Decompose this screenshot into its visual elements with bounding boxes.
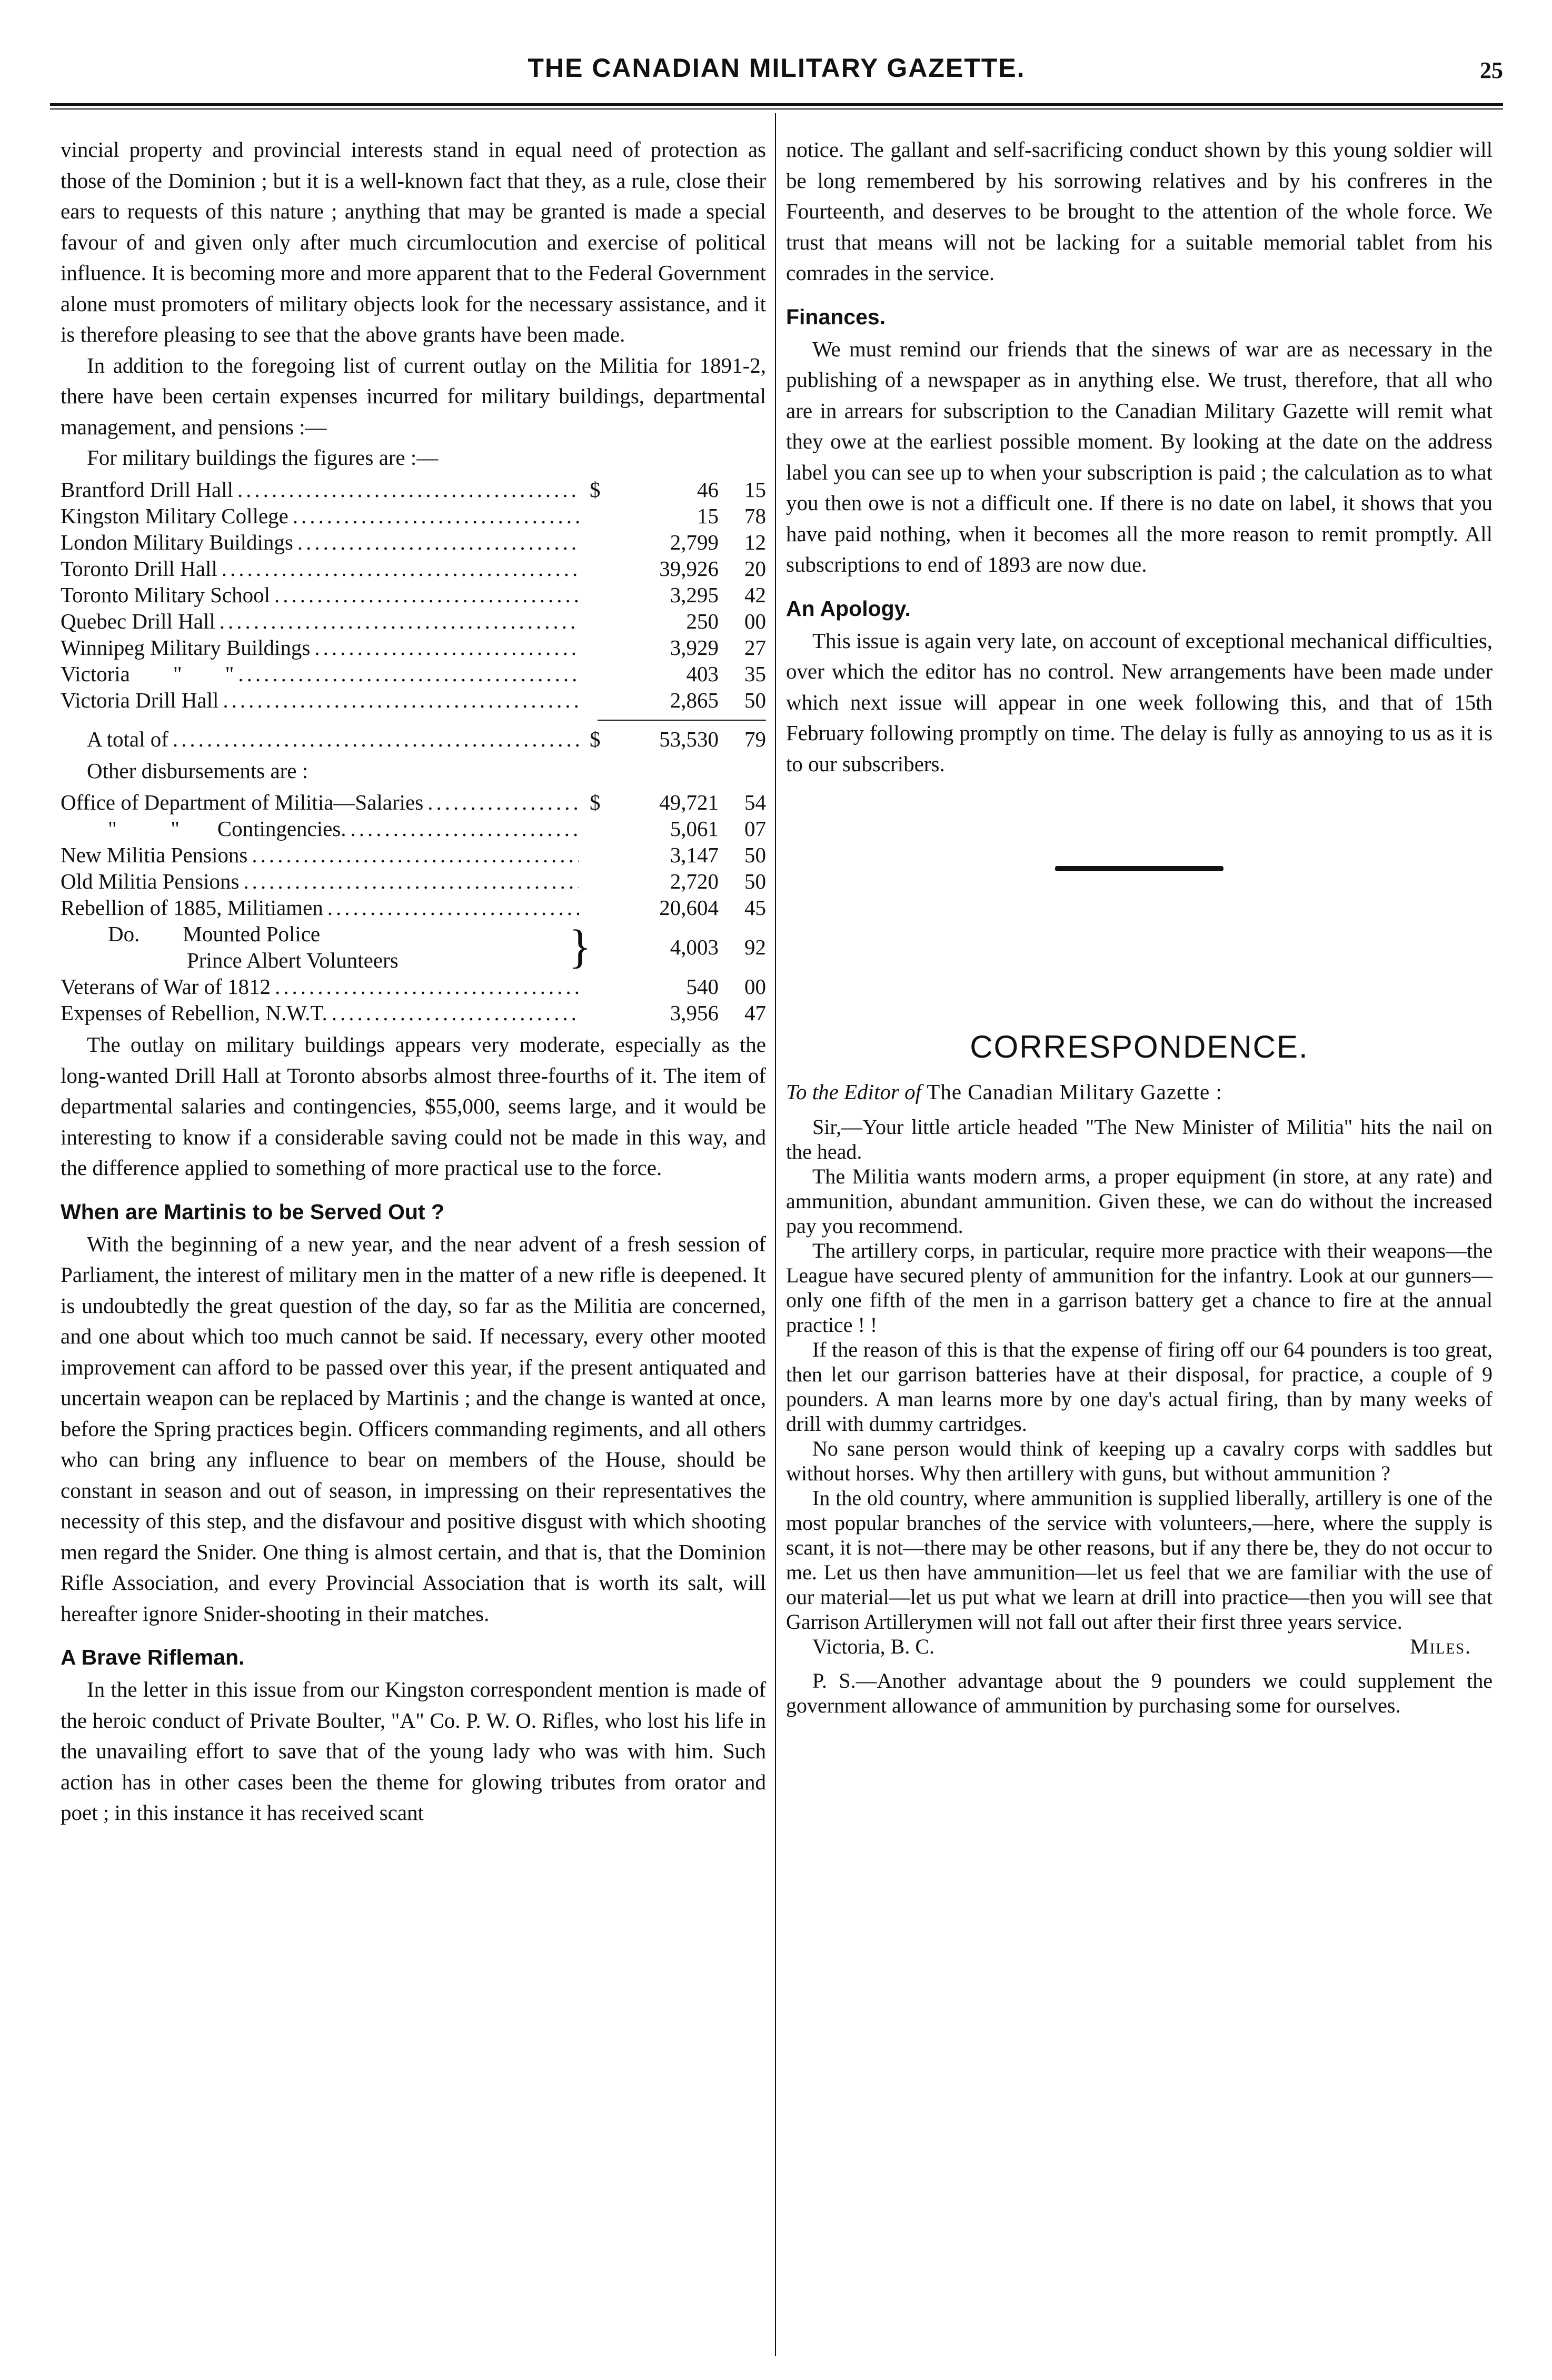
buildings-table bbox=[61, 476, 766, 752]
row-label: " " Contingencies. ..... bbox=[61, 815, 579, 842]
header-rule bbox=[50, 103, 1503, 106]
divider-wrap bbox=[786, 779, 1493, 958]
table-row bbox=[61, 868, 766, 894]
total-dollar: $ bbox=[590, 726, 601, 751]
page-header bbox=[50, 53, 1503, 95]
editor-paper: The Canadian Military Gazette : bbox=[927, 1079, 1222, 1104]
heading-apology: An Apology. bbox=[786, 596, 911, 621]
table-row bbox=[61, 973, 766, 1000]
row-label: Quebec Drill Hall ..... bbox=[61, 608, 579, 634]
page-number: 25 bbox=[1480, 57, 1503, 83]
row-amount: 20,604 bbox=[659, 895, 719, 920]
row-amount: 3,295 bbox=[670, 582, 719, 607]
table-row bbox=[61, 529, 766, 555]
column-divider bbox=[775, 113, 776, 2356]
row-label: Kingston Military College ..... bbox=[61, 503, 579, 529]
newspaper-title: THE CANADIAN MILITARY GAZETTE. bbox=[528, 53, 1026, 83]
row-amount: 2,799 bbox=[670, 530, 719, 554]
paragraph-notice: notice. The gallant and self-sacrificing conduct shown by this young soldier will be long remembered by his sorrowing relatives and by his confreres in the Fourteenth, and deserves to be brought to the attention of the whole force. We trust that means will not be lacking for a suitable memorial tablet from his comrades in the service. bbox=[786, 137, 1493, 285]
table-row bbox=[61, 815, 766, 842]
table-row bbox=[61, 894, 766, 921]
header-rule-thin bbox=[50, 108, 1503, 109]
row-cents: 92 bbox=[744, 934, 766, 959]
total-cents: 79 bbox=[744, 726, 766, 751]
row-cents: 27 bbox=[744, 635, 766, 660]
table-row bbox=[61, 476, 766, 503]
letter-paragraph: If the reason of this is that the expense of firing off our 64 pounders is too great, then let our garrison batteries have at their disposal, for practice, a couple of 9 pounders. A man learns more by one day's actual firing, than by many weeks of drill with dummy cartridges. bbox=[786, 1338, 1493, 1436]
paragraph-brave-rifleman: In the letter in this issue from our Kingston correspondent mention is made of the heroic conduct of Private Boulter, "A" Co. P. W. O. Rifles, who lost his life in the unavailing effort to save that of the young lady who was with him. Such action has in other cases been the theme for glowing tributes from orator and poet ; in this instance it has received scant bbox=[61, 1677, 766, 1825]
postscript: P. S.—Another advantage about the 9 pounders we could supplement the government allowance of ammunition by purchasing some for ourselves. bbox=[786, 1669, 1493, 1717]
row-amount: 49,721 bbox=[659, 790, 719, 814]
signature-place: Victoria, B. C. bbox=[812, 1635, 935, 1658]
correspondence-title: CORRESPONDENCE. bbox=[970, 1029, 1309, 1064]
row-label: Old Militia Pensions ..... bbox=[61, 868, 579, 894]
total-row bbox=[61, 726, 766, 752]
row-cents: 12 bbox=[744, 530, 766, 554]
table-row bbox=[61, 1000, 766, 1026]
row-cents: 78 bbox=[744, 503, 766, 528]
editor-salutation bbox=[786, 1077, 1493, 1108]
row-amount: 3,929 bbox=[670, 635, 719, 660]
letter-paragraph: No sane person would think of keeping up a cavalry corps with saddles but without horses. Why then artillery with guns, but without ammunition ? bbox=[786, 1437, 1493, 1485]
row-label: New Militia Pensions ..... bbox=[61, 842, 579, 868]
row-cents: 15 bbox=[744, 477, 766, 502]
do-line-1: Do. Mounted Police bbox=[108, 922, 321, 946]
do-line-2: Prince Albert Volunteers bbox=[187, 948, 399, 972]
letter-body bbox=[786, 1114, 1493, 1718]
table-row-do bbox=[61, 921, 766, 973]
table-row bbox=[61, 582, 766, 608]
heading-brave-rifleman: A Brave Rifleman. bbox=[61, 1645, 245, 1669]
row-label: London Military Buildings ..... bbox=[61, 529, 579, 555]
row-label: Victoria Drill Hall ..... bbox=[61, 687, 579, 713]
row-cents: 50 bbox=[744, 688, 766, 712]
signature-name: Miles. bbox=[1410, 1635, 1471, 1658]
table-row bbox=[61, 555, 766, 582]
row-cents: 00 bbox=[744, 974, 766, 999]
paragraph-outlay-comment: The outlay on military buildings appears very moderate, especially as the long-wanted Drill Hall at Toronto absorbs almost three-fourths of it. The item of departmental salaries and contingencies, $55,000, seems large, and it would be interesting to know if a considerable saving could not be made in this way, and the difference applied to something of more practical use to the force. bbox=[61, 1032, 766, 1180]
row-amount: 540 bbox=[686, 974, 719, 999]
paragraph-outlay: In addition to the foregoing list of current outlay on the Militia for 1891-2, there have been certain expenses incurred for military buildings, departmental management, and pensions :— bbox=[61, 353, 766, 439]
row-amount: 3,147 bbox=[670, 843, 719, 867]
table-row bbox=[61, 503, 766, 529]
row-cents: 20 bbox=[744, 556, 766, 581]
row-cents: 54 bbox=[744, 790, 766, 814]
row-cents: 47 bbox=[744, 1001, 766, 1025]
table-row bbox=[61, 789, 766, 815]
row-cents: 45 bbox=[744, 895, 766, 920]
row-cents: 50 bbox=[744, 843, 766, 867]
paragraph-finances: We must remind our friends that the sinews of war are as necessary in the publishing of a newspaper as in anything else. We trust, therefore, that all who are in arrears for subscription to the Canadian Military Gazette will remit what they owe at the earliest possible moment. By looking at the date on the address label you can see up to when your subscription is paid ; the calculation as to what you then owe is not a difficult one. If there is no date on label, it shows that you have paid nothing, when it becomes all the more reason to remit promptly. All subscriptions to end of 1893 are now due. bbox=[786, 336, 1493, 576]
row-dollar: $ bbox=[590, 477, 601, 502]
row-dollar: $ bbox=[590, 790, 601, 814]
row-label: Winnipeg Military Buildings ..... bbox=[61, 634, 579, 661]
row-amount: 5,061 bbox=[670, 816, 719, 841]
row-amount: 403 bbox=[686, 661, 719, 686]
row-label: Expenses of Rebellion, N.W.T. ..... bbox=[61, 1000, 579, 1026]
row-cents: 50 bbox=[744, 869, 766, 893]
letter-signature bbox=[786, 1634, 1493, 1659]
buildings-intro: For military buildings the figures are :— bbox=[87, 445, 439, 470]
paragraph-provincial: vincial property and provincial interests stand in equal need of protection as those of the Dominion ; but it is a well-known fact that they, as a rule, close their ears to requests of this nature ; anything that may be granted is made a special favour of and given only after much circumlocution and exercise of political influence. It is becoming more and more apparent that to the Federal Government alone must promoters of military objects look for the necessary assistance, and it is therefore pleasing to see that the above grants have been made. bbox=[61, 137, 767, 346]
heading-finances: Finances. bbox=[786, 304, 886, 329]
row-amount: 15 bbox=[697, 503, 719, 528]
row-label: Rebellion of 1885, Militiamen ..... bbox=[61, 894, 579, 921]
row-cents: 42 bbox=[744, 582, 766, 607]
table-row bbox=[61, 842, 766, 868]
letter-paragraph: Sir,—Your little article headed "The New Minister of Militia" hits the nail on the head. bbox=[786, 1115, 1493, 1163]
spacer bbox=[786, 1659, 1493, 1668]
row-amount: 3,956 bbox=[670, 1001, 719, 1025]
heading-martinis: When are Martinis to be Served Out ? bbox=[61, 1199, 445, 1224]
row-label: Veterans of War of 1812 ..... bbox=[61, 973, 579, 1000]
section-divider bbox=[1055, 866, 1223, 871]
row-label: Toronto Drill Hall ..... bbox=[61, 555, 579, 582]
table-row bbox=[61, 634, 766, 661]
letter-paragraph: The Militia wants modern arms, a proper equipment (in store, at any rate) and ammunition, abundant ammunition. Given these, we can do without the increased pay you recommend. bbox=[786, 1164, 1493, 1238]
right-column bbox=[786, 134, 1493, 1718]
row-amount: 46 bbox=[697, 477, 719, 502]
paragraph-apology: This issue is again very late, on account of exceptional mechanical difficulties, over which the editor has no control. New arrangements have been made under which next issue will appear in one week following this, and that of 15th February following promptly on time. The delay is fully as annoying to us as it is to our subscribers. bbox=[786, 628, 1493, 776]
row-amount: 39,926 bbox=[659, 556, 719, 581]
brace-glyph: } bbox=[569, 921, 592, 973]
editor-prefix: To the Editor of bbox=[786, 1079, 922, 1104]
total-rule bbox=[598, 720, 766, 721]
paragraph-martinis: With the beginning of a new year, and the near advent of a fresh session of Parliament, the interest of military men in the matter of a new rifle is deepened. It is undoubtedly the great question of the day, so far as the Militia are concerned, and one about which too much cannot be said. If necessary, every other mooted improvement can afford to be passed over this year, if the present antiquated and uncertain weapon can be replaced by Martinis ; and the change is wanted at once, before the Spring practices begin. Officers commanding regiments, and all others who can bring any influence to bear on members of the House, should be constant in season and out of season, in impressing on their representatives the necessity of this step, and the disfavour and positive disgust with which shooting men regard the Snider. One thing is almost certain, and that is, that the Dominion Rifle Association, and every Provincial Association that is worth its salt, will hereafter ignore Snider-shooting in their matches. bbox=[61, 1231, 767, 1626]
row-amount: 250 bbox=[686, 609, 719, 633]
letter-paragraph: In the old country, where ammunition is supplied liberally, artillery is one of the most popular branches of the service with volunteers,—here, where the supply is scant, it is not—there may be other reasons, but if any there be, they do not occur to me. Let us then have ammunition—let us feel that we are familiar with the use of our material—let us put what we learn at drill into practice—then you will see that Garrison Artillerymen will not fall out after their first three years service. bbox=[786, 1486, 1493, 1634]
row-label: Victoria " " ..... bbox=[61, 661, 579, 687]
left-column bbox=[61, 134, 766, 1828]
row-amount: 2,865 bbox=[670, 688, 719, 712]
other-disbursements-intro: Other disbursements are : bbox=[87, 758, 309, 783]
table-row bbox=[61, 608, 766, 634]
table-row bbox=[61, 661, 766, 687]
row-label: Toronto Military School ..... bbox=[61, 582, 579, 608]
row-cents: 35 bbox=[744, 661, 766, 686]
row-amount: 4,003 bbox=[670, 934, 719, 959]
spacer bbox=[786, 958, 1493, 1032]
row-label bbox=[61, 921, 569, 973]
row-cents: 00 bbox=[744, 609, 766, 633]
row-cents: 07 bbox=[744, 816, 766, 841]
row-amount: 2,720 bbox=[670, 869, 719, 893]
total-label: A total of ..... bbox=[87, 726, 579, 752]
disbursements-table bbox=[61, 789, 766, 1026]
total-amount: 53,530 bbox=[659, 726, 719, 751]
letter-paragraph: The artillery corps, in particular, require more practice with their weapons—the League have secured plenty of ammunition for the infantry. Look at our gunners—only one fifth of the men in a garrison battery get a chance to fire at the annual practice ! ! bbox=[786, 1239, 1493, 1337]
row-label: Brantford Drill Hall ..... bbox=[61, 476, 579, 503]
row-label: Office of Department of Militia—Salaries ..... bbox=[61, 789, 579, 815]
table-row bbox=[61, 687, 766, 713]
